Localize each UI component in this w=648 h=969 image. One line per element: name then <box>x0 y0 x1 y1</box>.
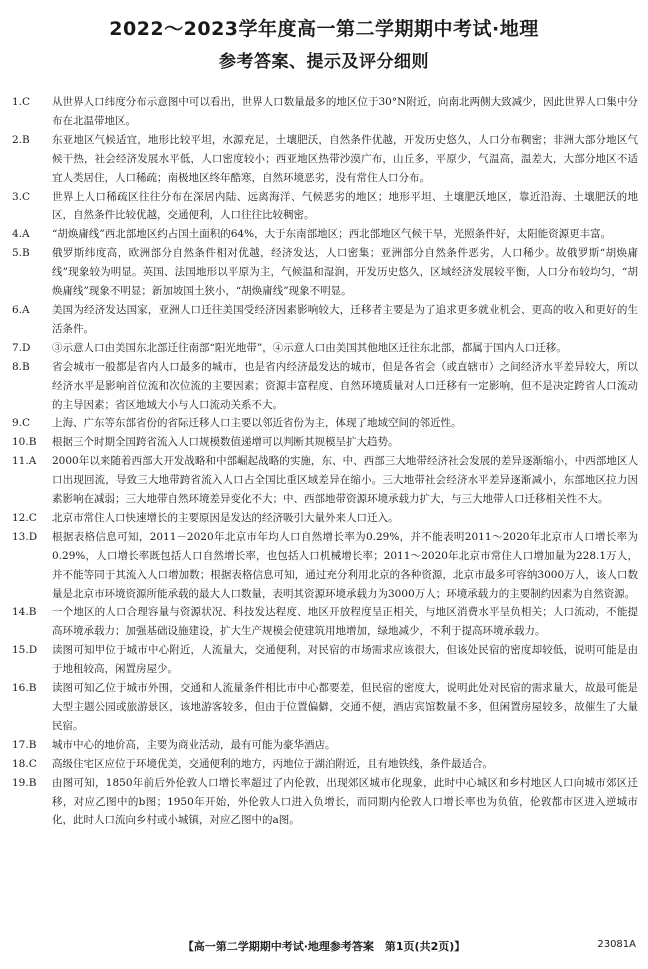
answer-number: 12.C <box>12 511 37 524</box>
answer-item <box>12 679 638 736</box>
answer-explanation: 由图可知，1850年前后外伦敦人口增长率超过了内伦敦，出现郊区城市化现象，此时中心城区和乡村地区人口向城市郊区迁移，对应乙图中的b图；1950年开始，外伦敦人口进入负增长，而同期内伦敦人口增长率也为负值，伦敦都市区进入逆城市化，此时人口流向乡村或小城镇，对应乙图中的a图。 <box>52 776 638 827</box>
answer-number: 10.B <box>12 436 37 449</box>
answer-explanation: 俄罗斯纬度高，欧洲部分自然条件相对优越，经济发达，人口密集；亚洲部分自然条件恶劣，人口稀少。故俄罗斯“胡焕庸线”现象较为明显。英国、法国地形以平原为主，气候温和湿润，开发历史悠久，区域经济发展较平衡，人口分布较均匀，“胡焕庸线”现象不明显；新加坡国土狭小，“胡焕庸线”现象不明显。 <box>52 247 638 298</box>
answer-explanation: 东亚地区气候适宜，地形比较平坦，水源充足，土壤肥沃，自然条件优越，开发历史悠久，人口分布稠密；非洲大部分地区气候干热，社会经济发展水平低，人口密度较小；西亚地区热带沙漠广布，山丘多，平原少，气温高，温差大，大部分地区不适宜人类居住，人口稀疏；南极地区终年酷寒，自然环境恶劣，没有常住人口分布。 <box>52 133 638 184</box>
answer-explanation: 世界上人口稀疏区往往分布在深居内陆、远离海洋、气候恶劣的地区；地形平坦、土壤肥沃地区，靠近沿海、土壤肥沃的地区，自然条件比较优越，交通便利，人口往往比较稠密。 <box>52 190 638 222</box>
answer-number: 6.A <box>12 303 30 316</box>
answer-explanation: 根据表格信息可知，2011－2020年北京市年均人口自然增长率为0.29%，并不能表明2011～2020年北京市人口增长率为0.29%，人口增长率既包括人口自然增长率，也包括人口机械增长率；2011～2020年北京市常住人口增加量为228.1万人，并不能等同于其流入人口增加数；根据表格信息可知，通过充分利用北京的各种资源，北京市最多可容纳3000万人，该人口数量是北京市环境资源所能承载的最大人口数量，表明其资源环境承载力为3000万人；环境承载力的主要制约因素为自然资源。 <box>52 530 638 600</box>
answer-item <box>12 244 638 301</box>
answer-item <box>12 131 638 188</box>
page-subtitle: 参考答案、提示及评分细则 <box>219 52 429 72</box>
footer-page-info: 【高一第二学期期中考试·地理参考答案 第1页(共2页)】 <box>182 940 466 953</box>
answer-explanation: 省会城市一般都是省内人口最多的城市，也是省内经济最发达的城市，但是各省会（或直辖市）之间经济水平差异较大，所以经济水平是影响首位流和次位流的主要因素；资源丰富程度、自然环境质量对人口迁移有一定影响，但不是决定跨省人口流动的主导因素；省区地域大小与人口流动关系不大。 <box>52 360 638 411</box>
answer-explanation: 根据三个时期全国跨省流入人口规模数值递增可以判断其规模呈扩大趋势。 <box>52 436 399 449</box>
answer-number: 2.B <box>12 133 30 146</box>
answer-number: 18.C <box>12 757 37 770</box>
answer-explanation: 读图可知乙位于城市外围，交通和人流量条件相比市中心都要差，但民宿的密度大，说明此处对民宿的需求量大，故最可能是大型主题公园或旅游景区，该地游客较多，但由于位置偏僻，交通不便，酒店宾馆数量不多，但闲置房屋较多，故催生了大量民宿。 <box>52 682 638 732</box>
answer-list <box>12 93 638 830</box>
answer-explanation: 从世界人口纬度分布示意图中可以看出，世界人口数量最多的地区位于30°N附近，向南北两侧大致减少，因此世界人口集中分布在北温带地区。 <box>52 96 638 127</box>
answer-explanation: 一个地区的人口合理容量与资源状况、科技发达程度、地区开放程度呈正相关，与地区消费水平呈负相关；人口流动，不能提高环境承载力；加强基础设施建设，扩大生产规模会使建筑用地增加，绿地减少，不利于提高环境承载力。 <box>52 606 638 638</box>
answer-number: 3.C <box>12 190 31 203</box>
answer-explanation: “胡焕庸线”西北部地区约占国土面积的64%，大于东南部地区；西北部地区气候干旱，光照条件好，太阳能资源更丰富。 <box>52 228 612 241</box>
answer-item <box>12 755 638 774</box>
answer-number: 14.B <box>12 606 37 619</box>
answer-item <box>12 358 638 415</box>
answer-item <box>12 641 638 679</box>
answer-explanation: 城市中心的地价高，主要为商业活动，最有可能为豪华酒店。 <box>52 738 336 751</box>
answer-item <box>12 225 638 244</box>
answer-explanation: 北京市常住人口快速增长的主要原因是发达的经济吸引大量外来人口迁入。 <box>52 511 399 524</box>
answer-explanation: 美国为经济发达国家，亚洲人口迁往美国受经济因素影响较大，迁移者主要是为了追求更多就业机会、更高的收入和更好的生活条件。 <box>52 303 638 335</box>
answer-item <box>12 433 638 452</box>
answer-number: 19.B <box>12 776 37 789</box>
answer-item <box>12 188 638 226</box>
answer-number: 11.A <box>12 455 37 468</box>
answer-item <box>12 301 638 339</box>
answer-number: 7.D <box>12 341 31 354</box>
answer-number: 4.A <box>12 228 30 241</box>
answer-number: 5.B <box>12 247 30 260</box>
answer-number: 9.C <box>12 417 31 430</box>
answer-explanation: ③示意人口由美国东北部迁往南部“阳光地带”，④示意人口由美国其他地区迁往东北部，都属于国内人口迁移。 <box>52 341 567 354</box>
answer-number: 15.D <box>12 644 38 657</box>
answer-number: 13.D <box>12 530 38 543</box>
answer-explanation: 上海、广东等东部省份的省际迁移人口主要以邻近省份为主，体现了地域空间的邻近性。 <box>52 417 462 430</box>
answer-item <box>12 528 638 604</box>
answer-number: 17.B <box>12 738 37 751</box>
page-title: 2022～2023学年度高一第二学期期中考试·地理 <box>109 18 539 40</box>
answer-number: 8.B <box>12 360 30 373</box>
answer-item <box>12 452 638 509</box>
answer-number: 1.C <box>12 96 31 108</box>
answer-item <box>12 414 638 433</box>
answer-explanation: 读图可知甲位于城市中心附近，人流量大，交通便利，对民宿的市场需求应该很大，但该处民宿的密度却较低，说明可能是由于地租较高，闲置房屋少。 <box>52 644 638 676</box>
answer-explanation: 2000年以来随着西部大开发战略和中部崛起战略的实施，东、中、西部三大地带经济社会发展的差异逐渐缩小，中西部地区人口出现回流，导致三大地带跨省流入人口占全国比重区域差异在缩小。三大地带社会经济水平差异逐渐减小，东部地区拉力因素影响在减弱；三大地带自然环境差异变化不大；中、西部地带资源环境承载力扩大，与三大地带人口迁移相关性不大。 <box>52 455 638 506</box>
footer-code: 23081A <box>597 939 636 950</box>
answer-item <box>12 774 638 831</box>
answer-item <box>12 736 638 755</box>
answer-item <box>12 339 638 358</box>
answer-item <box>12 603 638 641</box>
answer-item <box>12 93 638 131</box>
answer-explanation: 高级住宅区应位于环境优美，交通便利的地方，丙地位于湖泊附近，且有地铁线，条件最适合。 <box>52 757 493 770</box>
answer-number: 16.B <box>12 682 37 695</box>
answer-item <box>12 509 638 528</box>
